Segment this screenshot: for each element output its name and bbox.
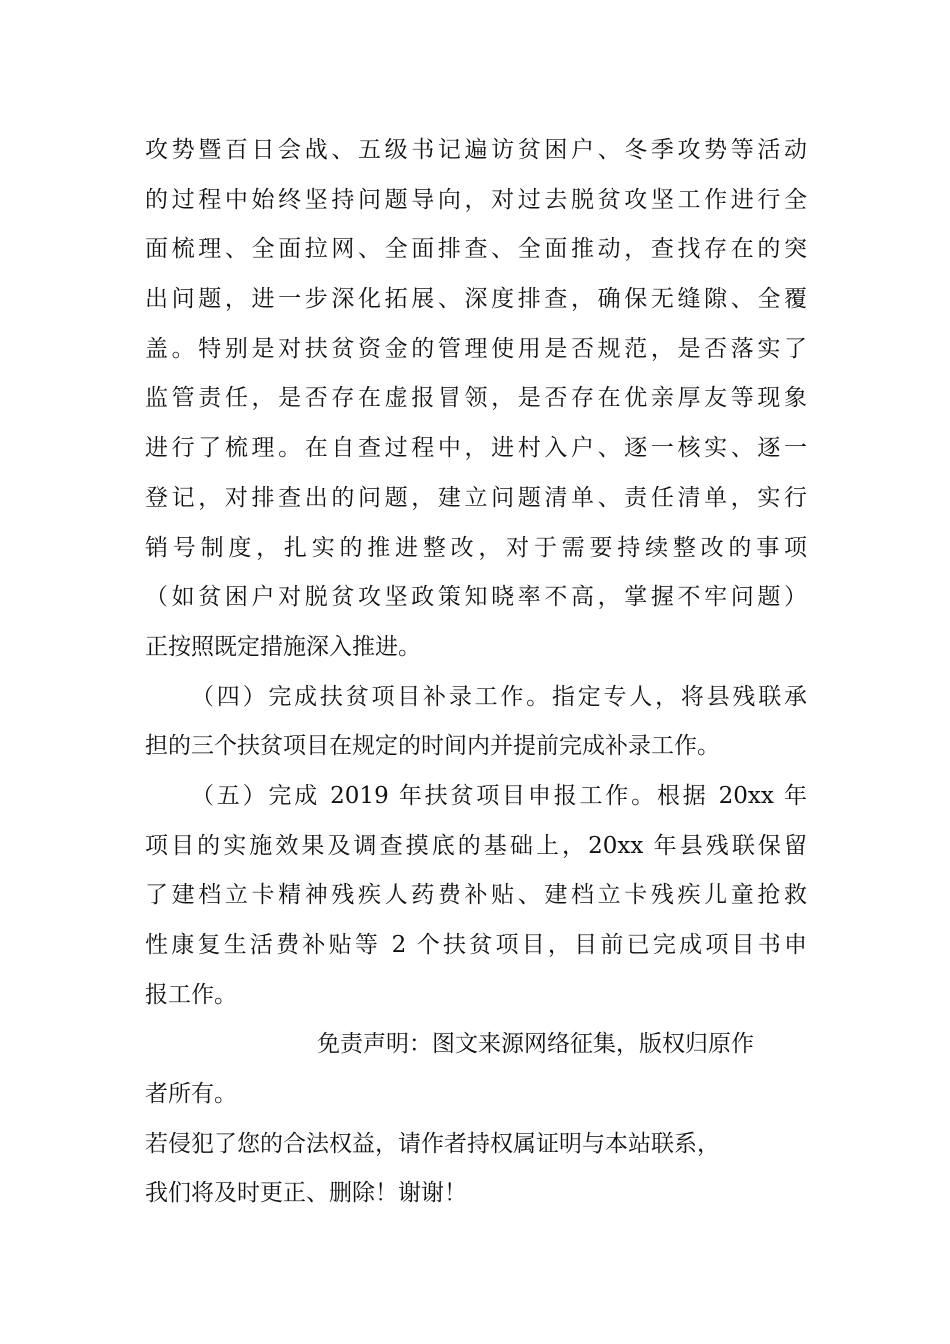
- text-line: 性康复生活费补贴等 2 个扶贫项目，目前已完成项目书申: [145, 932, 807, 958]
- text-line: 项目的实施效果及调查摸底的基础上，20xx 年县残联保留: [145, 832, 807, 859]
- section-four-paragraph: [145, 673, 807, 772]
- text-line: 担的三个扶贫项目在规定的时间内并提前完成补录工作。: [145, 733, 720, 760]
- text-line: （五）完成 2019 年扶贫项目申报工作。根据 20xx 年: [191, 782, 807, 809]
- disclaimer-block: [145, 1020, 807, 1219]
- text-line: 面梳理、全面拉网、全面排查、全面推动，查找存在的突: [145, 236, 807, 263]
- text-line: （如贫困户对脱贫攻坚政策知晓率不高，掌握不牢问题）: [145, 584, 807, 611]
- text-line: 攻势暨百日会战、五级书记遍访贫困户、冬季攻势等活动: [145, 137, 807, 163]
- text-line: 监管责任，是否存在虚报冒领，是否存在优亲厚友等现象: [145, 385, 807, 412]
- text-line: （四）完成扶贫项目补录工作。指定专人，将县残联承: [191, 683, 807, 710]
- document-body: [145, 126, 807, 1219]
- text-line: 了建档立卡精神残疾人药费补贴、建档立卡残疾儿童抢救: [145, 882, 807, 909]
- text-line: 的过程中始终坚持问题导向，对过去脱贫攻坚工作进行全: [145, 186, 807, 213]
- paragraph-inspection: [145, 126, 807, 673]
- disclaimer-line: 若侵犯了您的合法权益，请作者持权属证明与本站联系，: [145, 1130, 720, 1157]
- text-line: 正按照既定措施深入推进。: [145, 633, 421, 660]
- text-line: 出问题，进一步深化拓展、深度排查，确保无缝隙、全覆: [145, 286, 807, 313]
- disclaimer-line: 者所有。: [145, 1081, 237, 1108]
- section-five-paragraph: [145, 772, 807, 1020]
- disclaimer-line: 免责声明：图文来源网络征集，版权归原作: [317, 1031, 754, 1058]
- text-line: 盖。特别是对扶贫资金的管理使用是否规范，是否落实了: [145, 335, 807, 362]
- text-line: 登记，对排查出的问题，建立问题清单、责任清单，实行: [145, 484, 807, 511]
- disclaimer-line: 我们将及时更正、删除！谢谢！: [145, 1180, 467, 1207]
- text-line: 销号制度，扎实的推进整改，对于需要持续整改的事项: [145, 534, 807, 561]
- text-line: 报工作。: [145, 981, 237, 1008]
- text-line: 进行了梳理。在自查过程中，进村入户、逐一核实、逐一: [145, 435, 807, 462]
